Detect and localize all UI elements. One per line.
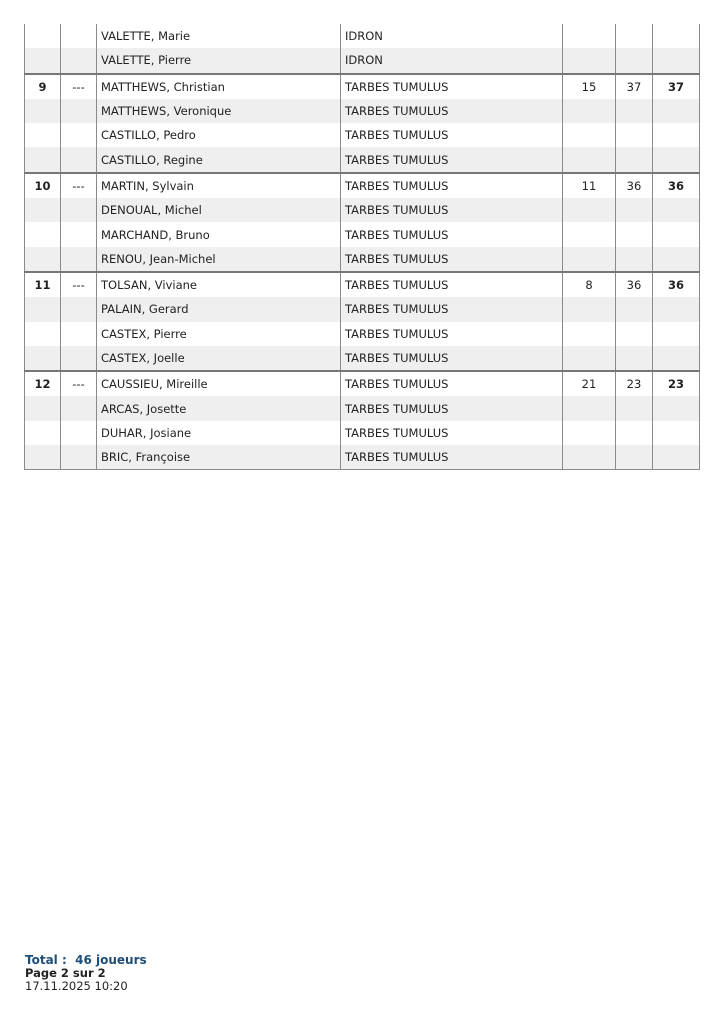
player-name: DENOUAL, Michel bbox=[97, 198, 341, 222]
dash-cell bbox=[61, 297, 97, 321]
rank-cell: 12 bbox=[25, 371, 61, 396]
player-name: MARCHAND, Bruno bbox=[97, 222, 341, 246]
rank-cell bbox=[25, 445, 61, 470]
rank-cell: 10 bbox=[25, 173, 61, 198]
rank-cell bbox=[25, 421, 61, 445]
total-score bbox=[653, 297, 700, 321]
club-name: TARBES TUMULUS bbox=[341, 445, 563, 470]
score-1: 8 bbox=[563, 272, 616, 297]
score-2 bbox=[616, 222, 653, 246]
score-1 bbox=[563, 322, 616, 346]
player-name: BRIC, Françoise bbox=[97, 445, 341, 470]
table-row bbox=[25, 99, 700, 123]
score-2 bbox=[616, 24, 653, 48]
player-name: CASTEX, Joelle bbox=[97, 346, 341, 371]
total-score: 36 bbox=[653, 173, 700, 198]
table-row bbox=[25, 74, 700, 99]
score-1 bbox=[563, 123, 616, 147]
dash-cell: --- bbox=[61, 371, 97, 396]
table-row bbox=[25, 24, 700, 48]
club-name: TARBES TUMULUS bbox=[341, 421, 563, 445]
club-name: TARBES TUMULUS bbox=[341, 396, 563, 420]
table-row bbox=[25, 322, 700, 346]
score-1 bbox=[563, 297, 616, 321]
score-2 bbox=[616, 322, 653, 346]
page-number: Page 2 sur 2 bbox=[25, 966, 106, 980]
score-2: 23 bbox=[616, 371, 653, 396]
total-score: 37 bbox=[653, 74, 700, 99]
player-name: RENOU, Jean-Michel bbox=[97, 247, 341, 272]
player-name: MATTHEWS, Christian bbox=[97, 74, 341, 99]
table-row bbox=[25, 297, 700, 321]
score-2: 36 bbox=[616, 272, 653, 297]
page-footer bbox=[25, 954, 147, 993]
player-name: ARCAS, Josette bbox=[97, 396, 341, 420]
rank-cell bbox=[25, 322, 61, 346]
table-row bbox=[25, 396, 700, 420]
score-2 bbox=[616, 247, 653, 272]
score-1: 15 bbox=[563, 74, 616, 99]
total-score bbox=[653, 421, 700, 445]
table-row bbox=[25, 445, 700, 470]
club-name: IDRON bbox=[341, 24, 563, 48]
score-1 bbox=[563, 222, 616, 246]
score-2 bbox=[616, 147, 653, 172]
rank-cell bbox=[25, 198, 61, 222]
club-name: TARBES TUMULUS bbox=[341, 99, 563, 123]
score-1 bbox=[563, 48, 616, 73]
score-2 bbox=[616, 346, 653, 371]
dash-cell: --- bbox=[61, 173, 97, 198]
total-score bbox=[653, 396, 700, 420]
total-score bbox=[653, 48, 700, 73]
dash-cell: --- bbox=[61, 272, 97, 297]
score-1 bbox=[563, 247, 616, 272]
total-score bbox=[653, 222, 700, 246]
player-name: CASTILLO, Pedro bbox=[97, 123, 341, 147]
total-score bbox=[653, 322, 700, 346]
score-2 bbox=[616, 396, 653, 420]
club-name: TARBES TUMULUS bbox=[341, 371, 563, 396]
rank-cell bbox=[25, 297, 61, 321]
total-score bbox=[653, 123, 700, 147]
score-1 bbox=[563, 421, 616, 445]
table-row bbox=[25, 147, 700, 172]
score-1 bbox=[563, 147, 616, 172]
player-name: MATTHEWS, Veronique bbox=[97, 99, 341, 123]
player-name: TOLSAN, Viviane bbox=[97, 272, 341, 297]
table-row bbox=[25, 222, 700, 246]
rank-cell bbox=[25, 48, 61, 73]
score-1 bbox=[563, 24, 616, 48]
table-row bbox=[25, 48, 700, 73]
score-2 bbox=[616, 123, 653, 147]
player-name: CASTEX, Pierre bbox=[97, 322, 341, 346]
club-name: IDRON bbox=[341, 48, 563, 73]
dash-cell bbox=[61, 421, 97, 445]
total-score bbox=[653, 445, 700, 470]
dash-cell bbox=[61, 198, 97, 222]
total-score bbox=[653, 346, 700, 371]
player-name: VALETTE, Pierre bbox=[97, 48, 341, 73]
club-name: TARBES TUMULUS bbox=[341, 198, 563, 222]
rank-cell bbox=[25, 123, 61, 147]
total-score bbox=[653, 99, 700, 123]
rank-cell bbox=[25, 396, 61, 420]
rank-cell: 9 bbox=[25, 74, 61, 99]
dash-cell bbox=[61, 346, 97, 371]
dash-cell bbox=[61, 123, 97, 147]
club-name: TARBES TUMULUS bbox=[341, 74, 563, 99]
dash-cell bbox=[61, 24, 97, 48]
score-1 bbox=[563, 445, 616, 470]
dash-cell bbox=[61, 48, 97, 73]
score-1: 21 bbox=[563, 371, 616, 396]
player-name: VALETTE, Marie bbox=[97, 24, 341, 48]
score-1 bbox=[563, 346, 616, 371]
player-name: PALAIN, Gerard bbox=[97, 297, 341, 321]
rank-cell bbox=[25, 346, 61, 371]
dash-cell bbox=[61, 396, 97, 420]
dash-cell bbox=[61, 99, 97, 123]
score-1: 11 bbox=[563, 173, 616, 198]
table-row bbox=[25, 247, 700, 272]
player-name: MARTIN, Sylvain bbox=[97, 173, 341, 198]
score-2 bbox=[616, 99, 653, 123]
dash-cell bbox=[61, 445, 97, 470]
score-1 bbox=[563, 99, 616, 123]
print-date: 17.11.2025 10:20 bbox=[25, 979, 128, 993]
club-name: TARBES TUMULUS bbox=[341, 272, 563, 297]
score-2: 36 bbox=[616, 173, 653, 198]
table-row bbox=[25, 198, 700, 222]
score-1 bbox=[563, 198, 616, 222]
club-name: TARBES TUMULUS bbox=[341, 123, 563, 147]
table-row bbox=[25, 272, 700, 297]
total-score bbox=[653, 24, 700, 48]
dash-cell bbox=[61, 147, 97, 172]
table-row bbox=[25, 123, 700, 147]
table-row bbox=[25, 371, 700, 396]
total-score: 36 bbox=[653, 272, 700, 297]
rank-cell bbox=[25, 99, 61, 123]
club-name: TARBES TUMULUS bbox=[341, 173, 563, 198]
club-name: TARBES TUMULUS bbox=[341, 147, 563, 172]
table-row bbox=[25, 346, 700, 371]
total-score: 23 bbox=[653, 371, 700, 396]
club-name: TARBES TUMULUS bbox=[341, 222, 563, 246]
club-name: TARBES TUMULUS bbox=[341, 346, 563, 371]
club-name: TARBES TUMULUS bbox=[341, 297, 563, 321]
total-score bbox=[653, 247, 700, 272]
player-name: CASTILLO, Regine bbox=[97, 147, 341, 172]
player-name: DUHAR, Josiane bbox=[97, 421, 341, 445]
score-2 bbox=[616, 198, 653, 222]
dash-cell bbox=[61, 222, 97, 246]
score-2 bbox=[616, 421, 653, 445]
rank-cell bbox=[25, 222, 61, 246]
score-1 bbox=[563, 396, 616, 420]
rank-cell bbox=[25, 147, 61, 172]
dash-cell bbox=[61, 322, 97, 346]
table-row bbox=[25, 173, 700, 198]
rank-cell bbox=[25, 24, 61, 48]
total-score bbox=[653, 147, 700, 172]
club-name: TARBES TUMULUS bbox=[341, 322, 563, 346]
total-score bbox=[653, 198, 700, 222]
table-row bbox=[25, 421, 700, 445]
rank-cell bbox=[25, 247, 61, 272]
score-2: 37 bbox=[616, 74, 653, 99]
results-body bbox=[25, 24, 700, 470]
total-players: Total : 46 joueurs bbox=[25, 953, 147, 967]
rank-cell: 11 bbox=[25, 272, 61, 297]
dash-cell: --- bbox=[61, 74, 97, 99]
club-name: TARBES TUMULUS bbox=[341, 247, 563, 272]
score-2 bbox=[616, 48, 653, 73]
results-table bbox=[24, 24, 700, 470]
player-name: CAUSSIEU, Mireille bbox=[97, 371, 341, 396]
dash-cell bbox=[61, 247, 97, 272]
score-2 bbox=[616, 445, 653, 470]
score-2 bbox=[616, 297, 653, 321]
